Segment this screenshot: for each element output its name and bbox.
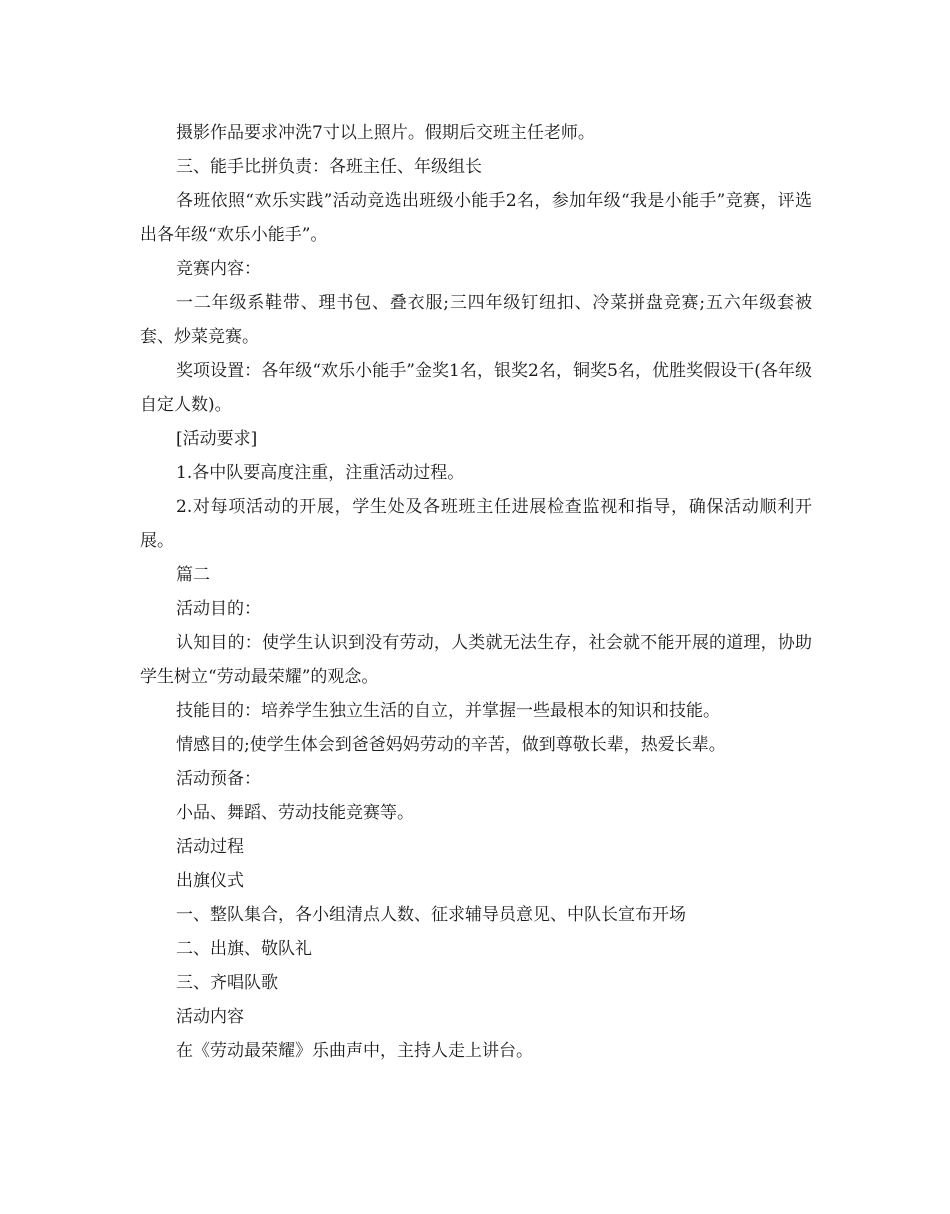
- paragraph: 认知目的：使学生认识到没有劳动，人类就无法生存，社会就不能开展的道理，协助学生树立“劳动最荣耀”的观念。: [140, 633, 812, 687]
- section-heading: 篇二: [176, 565, 210, 585]
- paragraph: 1.各中队要高度注重，注重活动过程。: [176, 463, 465, 483]
- paragraph: 活动过程: [176, 837, 244, 857]
- paragraph: 三、能手比拼负责：各班主任、年级组长: [176, 157, 482, 177]
- paragraph: 2.对每项活动的开展，学生处及各班班主任进展检查监视和指导，确保活动顺利开展。: [140, 497, 812, 551]
- paragraph: 一二年级系鞋带、理书包、叠衣服;三四年级钉纽扣、冷菜拼盘竞赛;五六年级套被套、炒菜竞赛。: [140, 293, 812, 347]
- paragraph: 三、齐唱队歌: [176, 973, 278, 993]
- paragraph: 一、整队集合，各小组清点人数、征求辅导员意见、中队长宣布开场: [176, 905, 686, 925]
- paragraph: 技能目的：培养学生独立生活的自立，并掌握一些最根本的知识和技能。: [176, 701, 720, 721]
- paragraph: 活动内容: [176, 1007, 244, 1027]
- document-body: [140, 116, 812, 1068]
- paragraph: 活动目的：: [176, 599, 261, 619]
- paragraph: 出旗仪式: [176, 871, 244, 891]
- paragraph: 摄影作品要求冲洗7寸以上照片。假期后交班主任老师。: [176, 123, 595, 143]
- paragraph: 各班依照“欢乐实践”活动竞选出班级小能手2名，参加年级“我是小能手”竞赛，评选出各年级“欢乐小能手”。: [140, 191, 812, 245]
- paragraph: [活动要求]: [176, 429, 258, 449]
- paragraph: 在《劳动最荣耀》乐曲声中，主持人走上讲台。: [176, 1041, 533, 1061]
- paragraph: 奖项设置：各年级“欢乐小能手”金奖1名，银奖2名，铜奖5名，优胜奖假设干(各年级自定人数)。: [140, 361, 812, 415]
- paragraph: 情感目的;使学生体会到爸爸妈妈劳动的辛苦，做到尊敬长辈，热爱长辈。: [176, 735, 726, 755]
- paragraph: 竞赛内容：: [176, 259, 261, 279]
- paragraph: 活动预备：: [176, 769, 261, 789]
- paragraph: 二、出旗、敬队礼: [176, 939, 312, 959]
- paragraph: 小品、舞蹈、劳动技能竞赛等。: [176, 803, 414, 823]
